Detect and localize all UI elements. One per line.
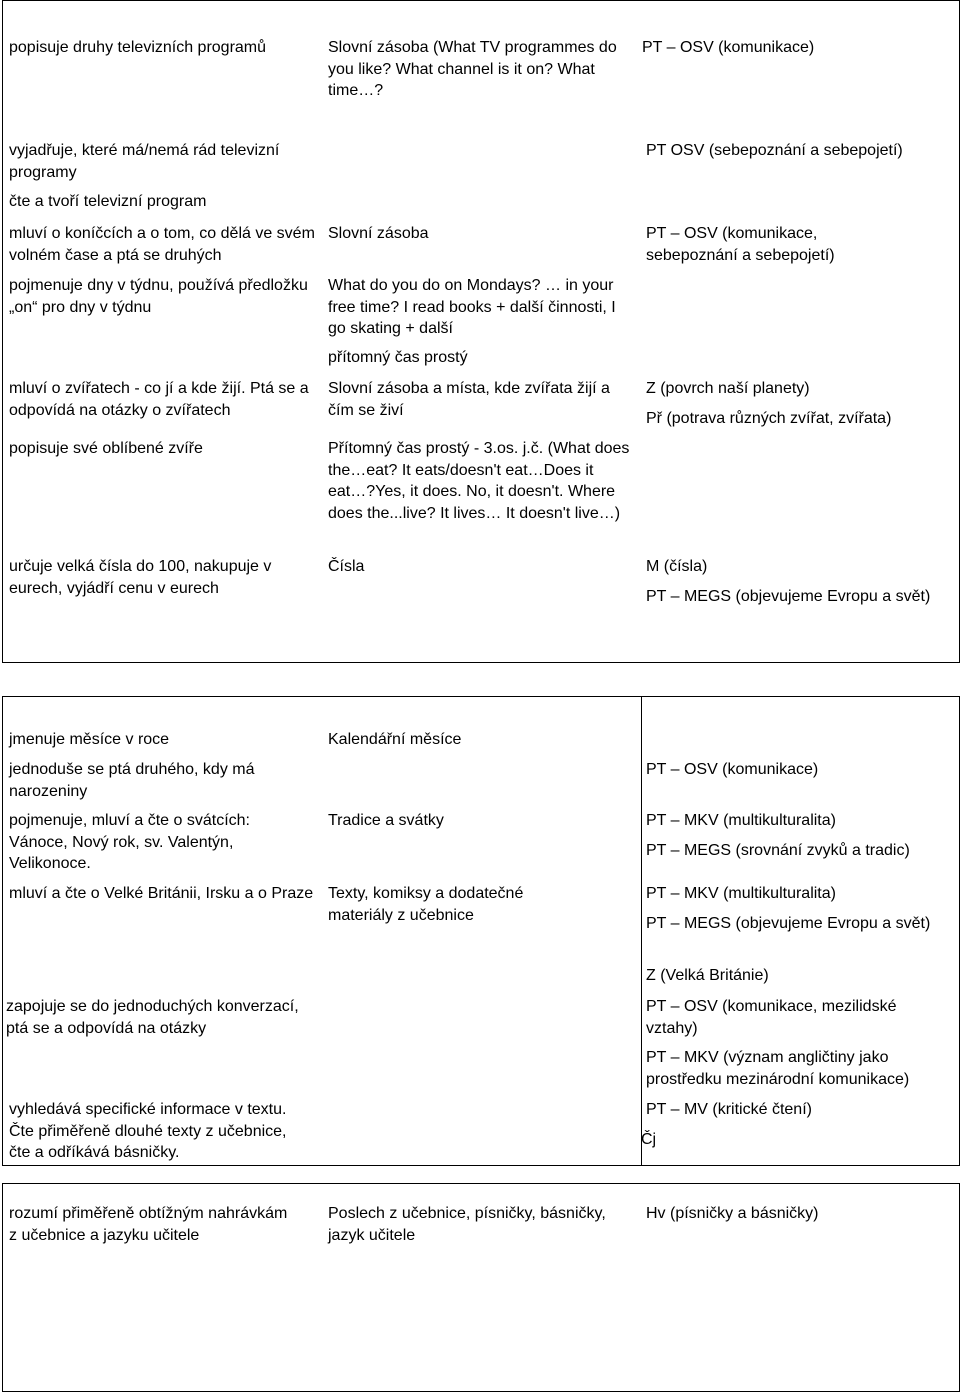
t1-r8-crossref-a: M (čísla) (646, 558, 708, 575)
t2-r4-skill: zapojuje se do jednoduchých konverzací, ptá se a odpovídá na otázky (6, 998, 299, 1037)
t1-r0-crossref: PT – OSV (komunikace) (642, 39, 815, 56)
t2-r5-skill: vyhledává specifické informace v textu. Čte přiměřeně dlouhé texty z učebnice, čte a odříkává básničky. (9, 1101, 287, 1161)
t2-r3-topic: Texty, komiksy a dodatečné materiály z učebnice (328, 885, 524, 924)
t1-r8-crossref-b: PT – MEGS (objevujeme Evropu a svět) (646, 588, 931, 605)
t1-r3-topic: Slovní zásoba (328, 225, 429, 242)
t2-r2-skill: pojmenuje, mluví a čte o svátcích: Vánoce, Nový rok, sv. Valentýn, Velikonoce. (9, 812, 250, 872)
t1-r1-skill: vyjadřuje, které má/nemá rád televizní programy (9, 142, 280, 181)
t1-r7-topic: Přítomný čas prostý - 3.os. j.č. (What does the…eat? It eats/doesn't eat…Does it eat…?Yes, it does. No, it doesn't. Where does the...live? It lives… It doesn't live…) (328, 440, 630, 522)
t2-r2-topic: Tradice a svátky (328, 812, 444, 829)
t2-r2-crossref-a: PT – MKV (multikulturalita) (646, 812, 836, 829)
t1-r8-skill: určuje velká čísla do 100, nakupuje v eurech, vyjádří cenu v eurech (9, 558, 272, 597)
t3-r0-crossref: Hv (písničky a básničky) (646, 1205, 819, 1222)
t2-r4-crossref-a: PT – OSV (komunikace, mezilidské vztahy) (646, 998, 897, 1037)
t1-r0-topic: Slovní zásoba (What TV programmes do you like? What channel is it on? What time…? (328, 39, 617, 99)
table-3-row-left-edge (2, 1300, 3, 1392)
t1-r7-skill: popisuje své oblíbené zvíře (9, 440, 203, 457)
t1-r1-crossref: PT OSV (sebepoznání a sebepojetí) (646, 142, 903, 159)
t1-r6-skill: mluví o zvířatech - co jí a kde žijí. Ptá se a odpovídá na otázky o zvířatech (9, 380, 309, 419)
t2-r0-topic: Kalendářní měsíce (328, 731, 462, 748)
t1-r3-skill: mluví o koníčcích a o tom, co dělá ve svém volném čase a ptá se druhých (9, 225, 315, 264)
table-2-column-divider (641, 696, 642, 1166)
t2-r1-crossref: PT – OSV (komunikace) (646, 761, 819, 778)
t1-r4-skill: pojmenuje dny v týdnu, používá předložku „on“ pro dny v týdnu (9, 277, 308, 316)
t2-r1-skill: jednoduše se ptá druhého, kdy má narozeniny (9, 761, 255, 800)
t2-r2-crossref-b: PT – MEGS (srovnání zvyků a tradic) (646, 842, 910, 859)
t2-r3-crossref-c: Z (Velká Británie) (646, 967, 769, 984)
t2-r0-skill: jmenuje měsíce v roce (9, 731, 170, 748)
t2-r4-crossref-b: PT – MKV (význam angličtiny jako prostředku mezinárodní komunikace) (646, 1049, 910, 1088)
t3-r0-topic: Poslech z učebnice, písničky, básničky, jazyk učitele (328, 1205, 606, 1244)
t1-r2-skill: čte a tvoří televizní program (9, 193, 207, 210)
t2-r3-crossref-a: PT – MKV (multikulturalita) (646, 885, 836, 902)
t2-r5-crossref-a: PT – MV (kritické čtení) (646, 1101, 812, 1118)
t1-r8-topic: Čísla (328, 558, 365, 575)
t1-r6-crossref-a: Z (povrch naší planety) (646, 380, 810, 397)
t1-r0-skill: popisuje druhy televizních programů (9, 39, 267, 56)
t1-r4-topic: What do you do on Mondays? … in your free time? I read books + další činnosti, I go skating + další (328, 277, 616, 337)
t1-r5-topic: přítomný čas prostý (328, 349, 468, 366)
t2-r3-crossref-b: PT – MEGS (objevujeme Evropu a svět) (646, 915, 931, 932)
t3-r0-skill: rozumí přiměřeně obtížným nahrávkám z učebnice a jazyku učitele (9, 1205, 288, 1244)
t2-r5-crossref-b: Čj (641, 1131, 657, 1148)
t1-r3-crossref: PT – OSV (komunikace, sebepoznání a sebepojetí) (646, 225, 835, 264)
t1-r6-topic: Slovní zásoba a místa, kde zvířata žijí a čím se živí (328, 380, 610, 419)
t2-r3-skill: mluví a čte o Velké Británii, Irsku a o Praze (9, 885, 314, 902)
t1-r6-crossref-b: Př (potrava různých zvířat, zvířata) (646, 410, 892, 427)
